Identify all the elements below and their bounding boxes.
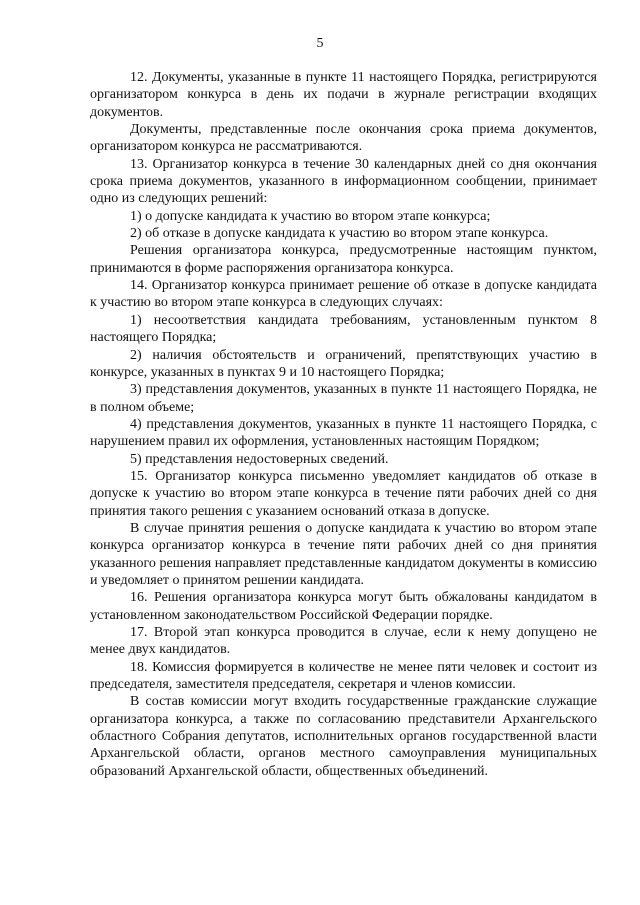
paragraph-16: 16. Решения организатора конкурса могут быть обжалованы кандидатом в установленном законодательством Российской Федерации порядке. <box>90 590 597 623</box>
paragraph-15-note: В случае принятия решения о допуске кандидата к участию во втором этапе конкурса организатор конкурса в течение пяти рабочих дней со дня принятия указанного решения направляет представленные кандидатом документы в комиссию и уведомляет о принятом решении кандидата. <box>90 520 597 588</box>
paragraph-13-note: Решения организатора конкурса, предусмотренные настоящим пунктом, принимаются в форме распоряжения организатора конкурса. <box>90 243 597 276</box>
paragraph-14-item-4: 4) представления документов, указанных в пункте 11 настоящего Порядка, с нарушением правил их оформления, установленных настоящим Порядком; <box>90 416 597 450</box>
paragraph-13: 13. Организатор конкурса в течение 30 календарных дней со дня окончания срока приема документов, указанного в информационном сообщении, принимает одно из следующих решений: <box>90 156 597 207</box>
document-body <box>90 69 597 780</box>
paragraph-13-item-1: 1) о допуске кандидата к участию во втором этапе конкурса; <box>130 208 491 224</box>
paragraph-18-note: В состав комиссии могут входить государственные гражданские служащие организатора конкурса, а также по согласованию представители Архангельского областного Собрания депутатов, исполнительных органов государственной власти Архангельской области, органов местного самоуправления муниципальных образований Архангельской области, общественных объединений. <box>90 694 597 779</box>
paragraph-14: 14. Организатор конкурса принимает решение об отказе в допуске кандидата к участию во втором этапе конкурса в следующих случаях: <box>90 278 597 311</box>
paragraph-15: 15. Организатор конкурса письменно уведомляет кандидатов об отказе в допуске к участию во втором этапе конкурса в течение пяти рабочих дней со дня принятия такого решения с указанием оснований отказа в допуске. <box>90 468 597 519</box>
paragraph-18: 18. Комиссия формируется в количестве не менее пяти человек и состоит из председателя, заместителя председателя, секретаря и членов комиссии. <box>90 659 597 693</box>
paragraph-13-item-2: 2) об отказе в допуске кандидата к участию во втором этапе конкурса. <box>130 226 549 242</box>
paragraph-12-note: Документы, представленные после окончания срока приема документов, организатором конкурса не рассматриваются. <box>90 122 597 155</box>
page-number: 5 <box>316 36 324 51</box>
paragraph-14-item-5: 5) представления недостоверных сведений. <box>130 451 389 467</box>
paragraph-12: 12. Документы, указанные в пункте 11 настоящего Порядка, регистрируются организатором конкурса в день их подачи в журнале регистрации входящих документов. <box>90 70 597 120</box>
paragraph-14-item-3: 3) представления документов, указанных в пункте 11 настоящего Порядка, не в полном объеме; <box>90 382 597 415</box>
paragraph-17: 17. Второй этап конкурса проводится в случае, если к нему допущено не менее двух кандидатов. <box>90 625 597 658</box>
paragraph-14-item-1: 1) несоответствия кандидата требованиям, установленным пунктом 8 настоящего Порядка; <box>90 312 597 346</box>
paragraph-14-item-2: 2) наличия обстоятельств и ограничений, препятствующих участию в конкурсе, указанных в пунктах 9 и 10 настоящего Порядка; <box>90 347 597 380</box>
